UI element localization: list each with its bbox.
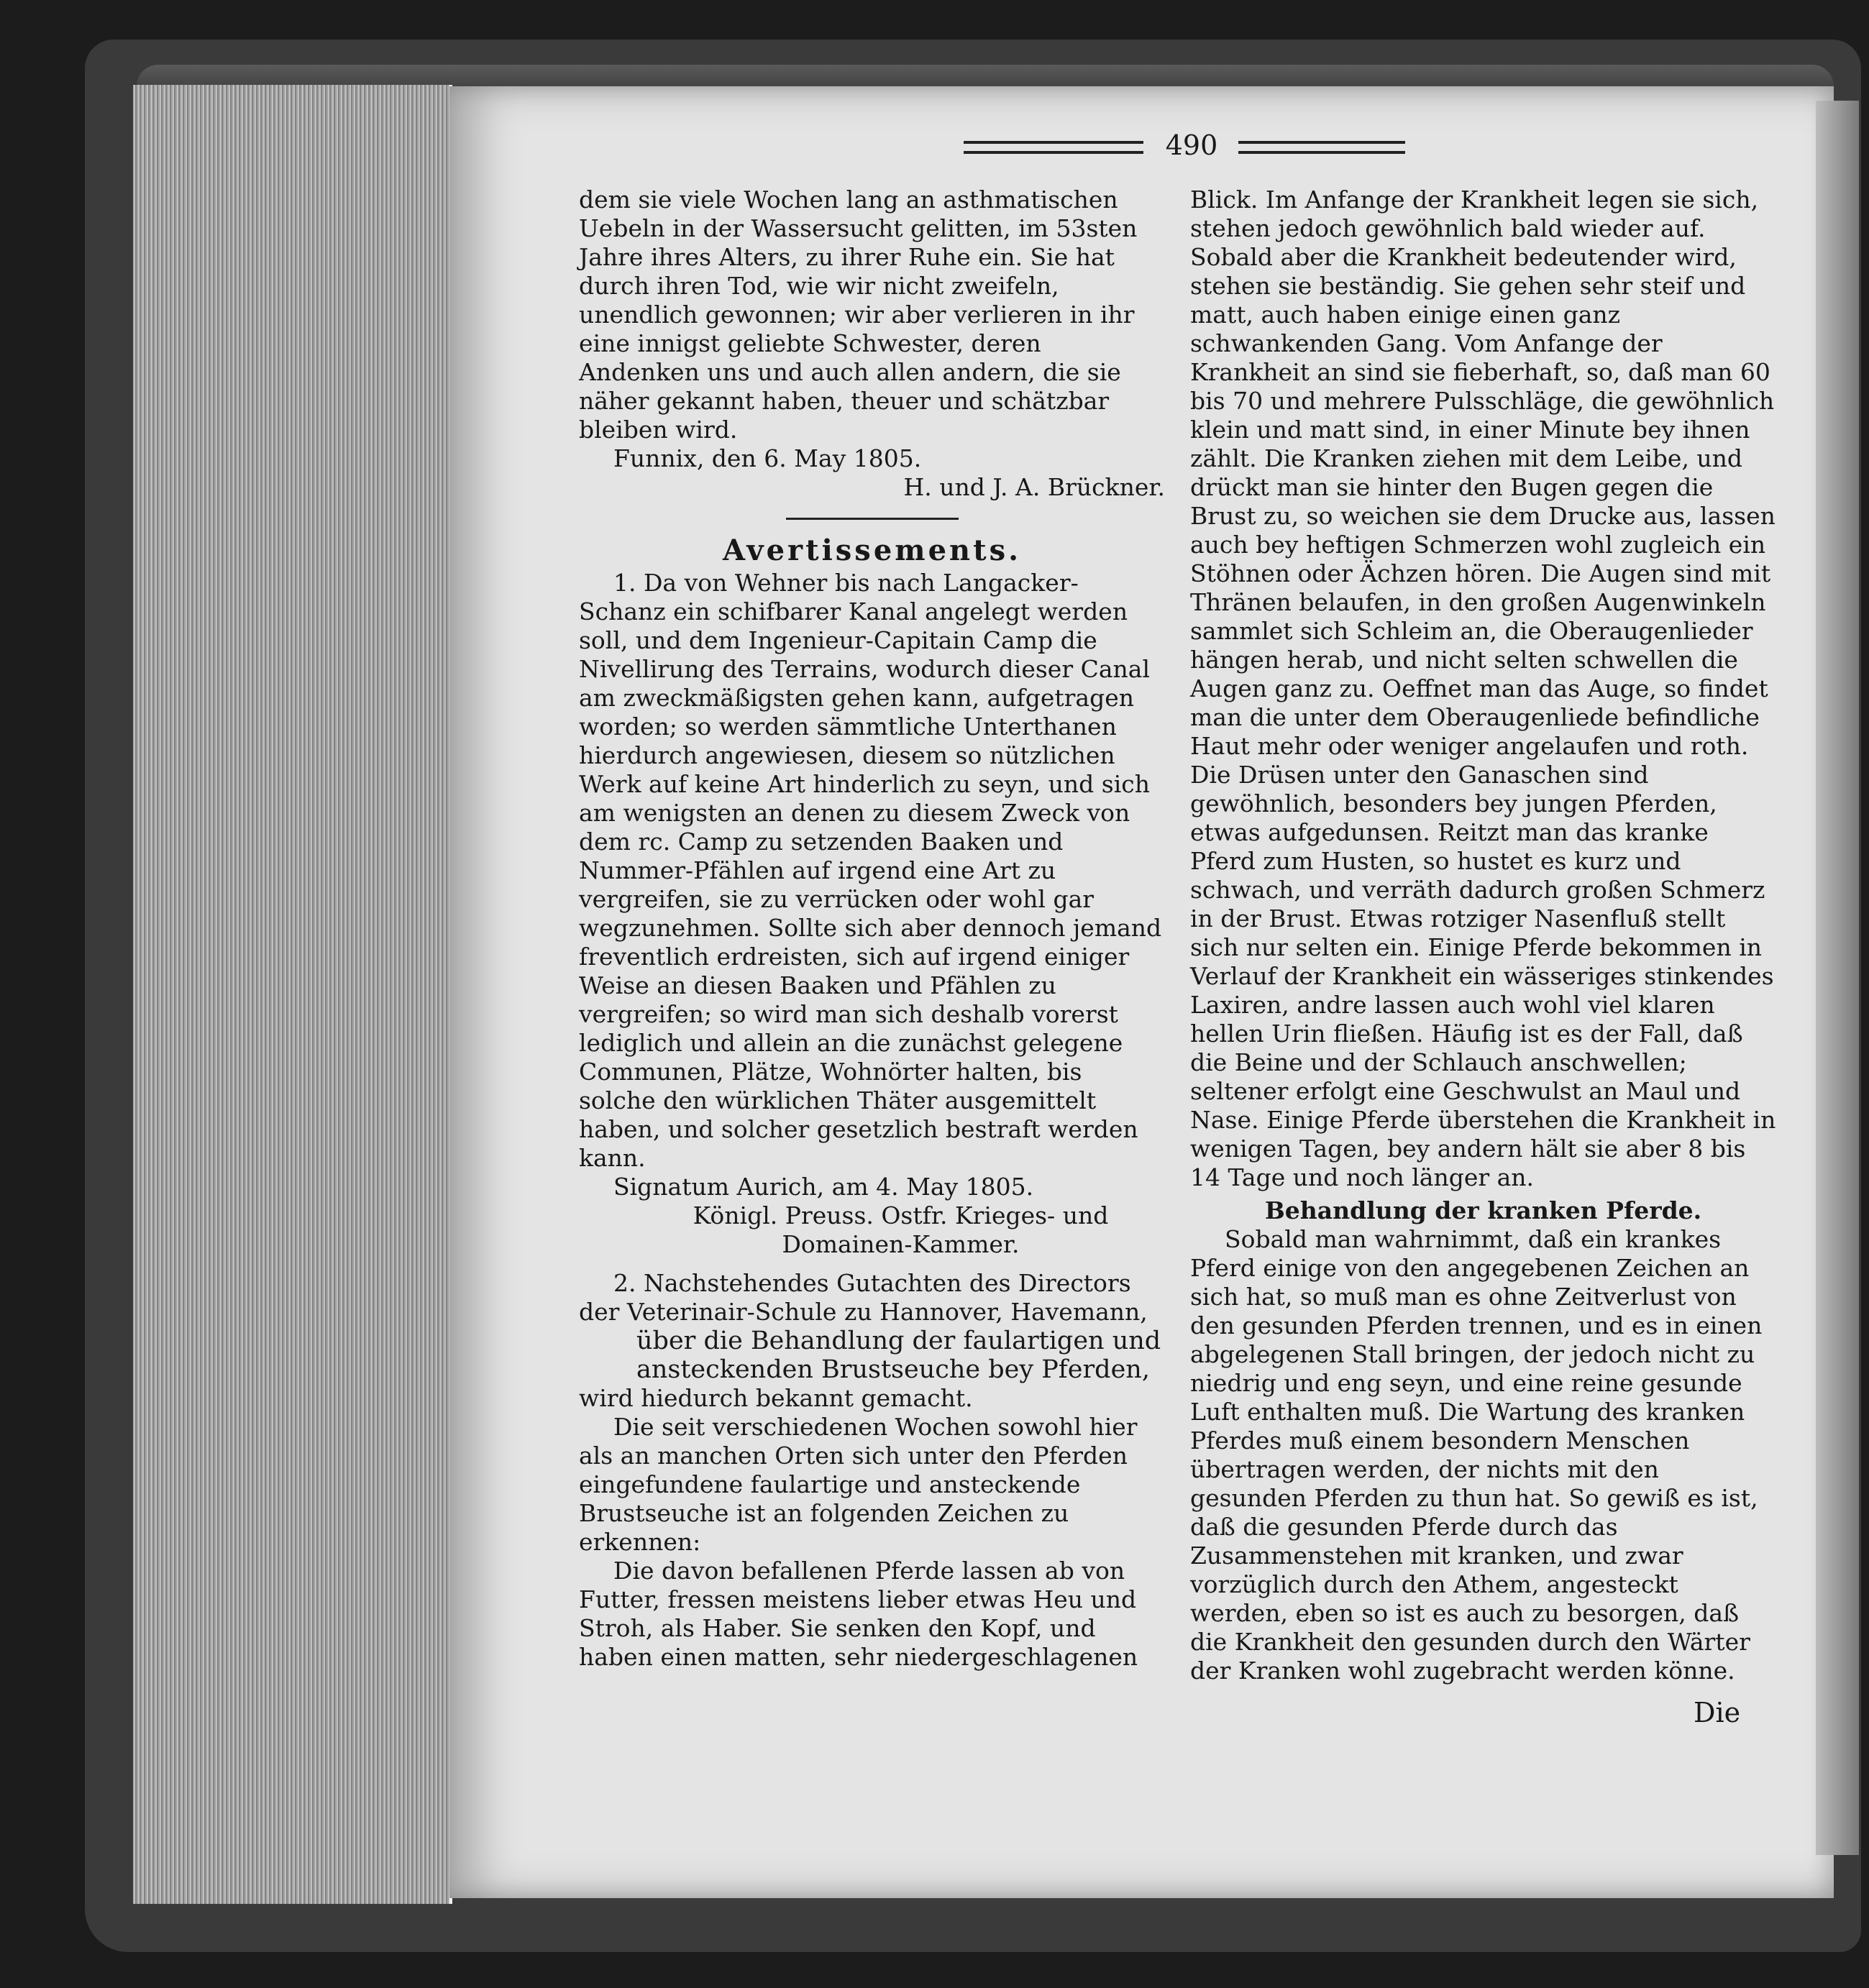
paragraph: 2. Nachstehendes Gutachten des Directors der Veterinair-Schule zu Hannover, Havemann,: [579, 1269, 1148, 1326]
paragraph: dem sie viele Wochen lang an asthmatischen Uebeln in der Wassersucht gelitten, im 53sten Jahre ihres Alters, zu ihrer Ruhe ein. Sie hat durch ihren Tod, wie wir nicht zweifeln, unendlich gewonnen; wir aber verlieren in ihr eine innigst geliebte Schwester, deren Andenken uns und auch allen andern, die sie näher gekannt haben, theuer und schätzbar bleiben wird.: [579, 185, 1138, 444]
page-curl: [1816, 101, 1859, 1855]
place-date-line: Funnix, den 6. May 1805.: [613, 444, 922, 472]
signature-line: H. und J. A. Brückner.: [903, 473, 1165, 501]
subsection-heading: Behandlung der kranken Pferde.: [1264, 1196, 1702, 1224]
left-column: [579, 185, 1165, 1672]
right-column: [1190, 185, 1776, 1685]
paragraph: Blick. Im Anfange der Krankheit legen sie sich, stehen jedoch gewöhnlich bald wieder auf. Sobald aber die Krankheit bedeutender wird, stehen sie beständig. Sie gehen sehr steif und matt, auch haben einige einen ganz schwankenden Gang. Vom Anfange der Krankheit an sind sie fieberhaft, so, daß man 60 bis 70 und mehrere Pulsschläge, die gewöhnlich klein und matt sind, in einer Minute bey ihnen zählt. Die Kranken ziehen mit dem Leibe, und drückt man sie hinter den Bugen gegen die Brust zu, so weichen sie dem Drucke aus, lassen auch bey heftigen Schmerzen wohl zugleich ein Stöhnen oder Ächzen hören. Die Augen sind mit Thränen belaufen, in den großen Augenwinkeln sammlet sich Schleim an, die Oberaugenlieder hängen herab, und nicht selten schwellen die Augen ganz zu. Oeffnet man das Auge, so findet man die unter dem Oberaugenliede befindliche Haut mehr oder weniger angelaufen und roth. Die Drüsen unter den Ganaschen sind gewöhnlich, besonders bey jungen Pferden, etwas aufgedunsen. Reitzt man das kranke Pferd zum Husten, so hustet es kurz und schwach, und verräth dadurch großen Schmerz in der Brust. Etwas rotziger Nasenfluß stellt sich nur selten ein. Einige Pferde bekommen in Verlauf der Krankheit ein wässeriges stinkendes Laxiren, andre lassen auch wohl viel klaren hellen Urin fließen. Häufig ist es der Fall, daß die Beine und der Schlauch anschwellen; seltener erfolgt eine Geschwulst an Maul und Nase. Einige Pferde überstehen die Krankheit in wenigen Tagen, bey andern hält sie aber 8 bis 14 Tage und noch länger an.: [1190, 185, 1776, 1191]
paragraph: Signatum Aurich, am 4. May 1805.: [613, 1173, 1034, 1201]
paragraph: Die davon befallenen Pferde lassen ab von Futter, fressen meistens lieber etwas Heu und Stroh, als Haber. Sie senken den Kopf, und haben einen matten, sehr niedergeschlagenen: [579, 1557, 1138, 1671]
issuer-line: Königl. Preuss. Ostfr. Krieges- und Domainen-Kammer.: [693, 1201, 1109, 1258]
header-rule-left: [964, 141, 1143, 154]
paragraph: Sobald man wahrnimmt, daß ein krankes Pferd einige von den angegebenen Zeichen an sich hat, so muß man es ohne Zeitverlust von den gesunden Pferden trennen, und es in einen abgelegenen Stall bringen, der jedoch nicht zu niedrig und eng seyn, und eine reine gesunde Luft enthalten muß. Die Wartung des kranken Pferdes muß einem besondern Menschen übertragen werden, der nichts mit den gesunden Pferden zu thun hat. So gewiß es ist, daß die gesunden Pferde durch das Zusammenstehen mit kranken, und zwar vorzüglich durch den Athem, angesteckt werden, eben so ist es auch zu besorgen, daß die Krankheit den gesunden durch den Wärter der Kranken wohl zugebracht werden könne.: [1190, 1225, 1763, 1685]
paragraph: 1. Da von Wehner bis nach Langacker-Schanz ein schifbarer Kanal angelegt werden soll, und dem Ingenieur-Capitain Camp die Nivellirung des Terrains, wodurch dieser Canal am zweckmäßigsten gehen kann, aufgetragen worden; so werden sämmtliche Unterthanen hierdurch angewiesen, diesem so nützlichen Werk auf keine Art hinderlich zu seyn, und sich am wenigsten an denen zu diesem Zweck von dem rc. Camp zu setzenden Baaken und Nummer-Pfählen auf irgend eine Art zu vergreifen, sie zu verrücken oder wohl gar wegzunehmen. Sollte sich aber dennoch jemand freventlich erdreisten, sich auf irgend einiger Weise an diesen Baaken und Pfählen zu vergreifen; so wird man sich deshalb vorerst lediglich und allein an die zunächst gelegene Communen, Plätze, Wohnörter halten, bis solche den würklichen Thäter ausgemittelt haben, und solcher gesetzlich bestraft werden kann.: [579, 569, 1162, 1172]
paragraph: Die seit verschiedenen Wochen sowohl hier als an manchen Orten sich unter den Pferden eingefundene faulartige und ansteckende Brustseuche ist an folgenden Zeichen zu erkennen:: [579, 1413, 1138, 1556]
page-edges: [133, 85, 452, 1904]
page-number: 490: [1165, 129, 1218, 161]
catchword: Die: [1694, 1697, 1741, 1728]
document-title: über die Behandlung der faulartigen und ansteckenden Brustseuche bey Pferden,: [636, 1327, 1161, 1384]
section-heading: Avertissements.: [722, 533, 1022, 567]
section-divider: [786, 518, 959, 520]
paragraph: wird hiedurch bekannt gemacht.: [579, 1384, 973, 1412]
header-rule-right: [1238, 141, 1405, 154]
